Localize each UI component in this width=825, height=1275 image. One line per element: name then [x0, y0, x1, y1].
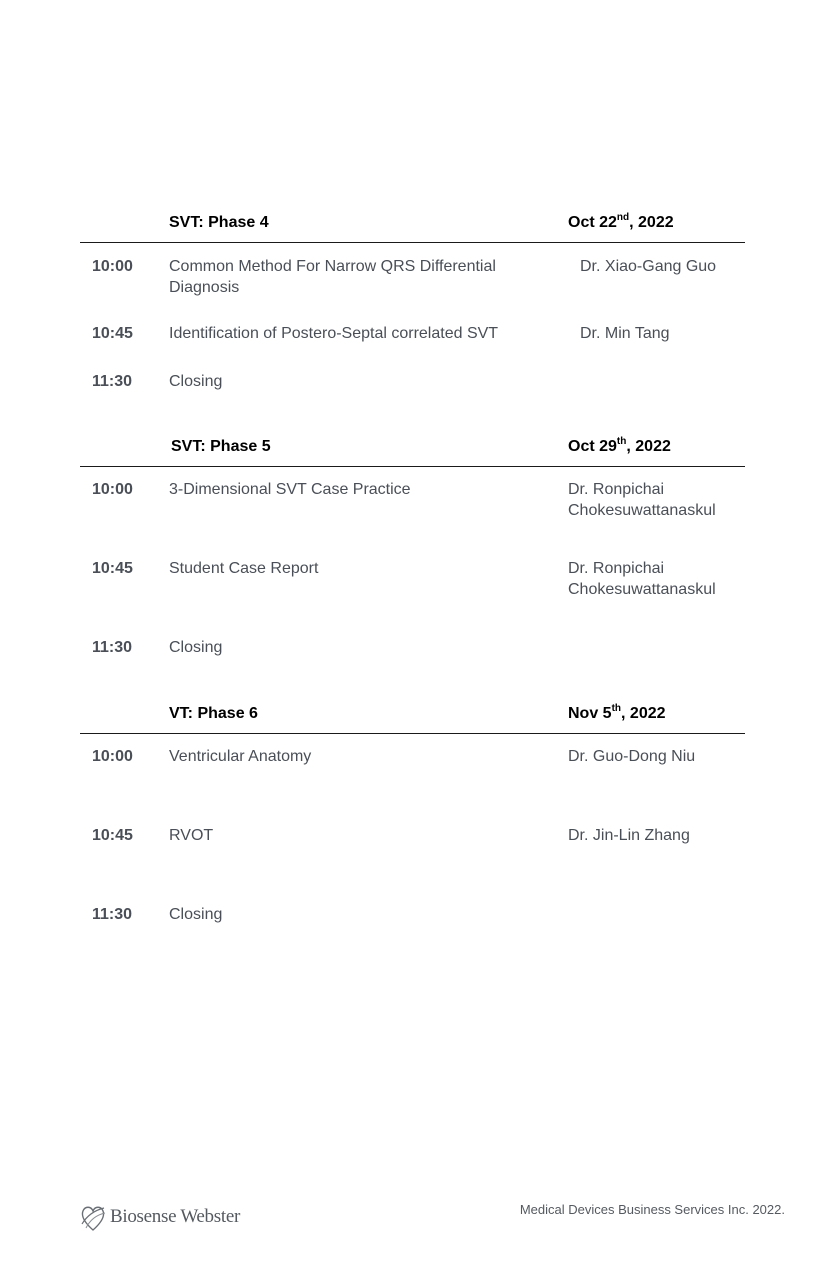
- session-topic: Closing: [169, 906, 223, 923]
- session-topic: Closing: [169, 373, 223, 390]
- session-time: 10:45: [92, 827, 133, 844]
- session-topic: Common Method For Narrow QRS Differential Diagnosis: [169, 258, 496, 296]
- session-speaker: Dr. Guo-Dong Niu: [568, 748, 696, 765]
- section-title: SVT: Phase 5: [171, 438, 271, 455]
- session-time: 11:30: [92, 639, 133, 656]
- brand-name: Biosense Webster: [110, 1206, 240, 1227]
- session-speaker: Dr. Min Tang: [580, 325, 670, 342]
- session-speaker: Dr. Ronpichai Chokesuwattanaskul: [568, 481, 716, 519]
- session-topic: 3-Dimensional SVT Case Practice: [169, 481, 411, 498]
- session-time: 10:00: [92, 258, 133, 275]
- session-time: 10:45: [92, 560, 133, 577]
- section-header: [80, 695, 745, 734]
- session-topic: Ventricular Anatomy: [169, 748, 312, 765]
- session-speaker: Dr. Ronpichai Chokesuwattanaskul: [568, 560, 716, 598]
- section-title: VT: Phase 6: [169, 705, 258, 722]
- biosense-webster-logo: [80, 1200, 240, 1234]
- schedule-section-phase-5: [80, 428, 745, 656]
- session-time: 11:30: [92, 906, 133, 923]
- session-time: 11:30: [92, 373, 133, 390]
- section-date: Oct 22nd, 2022: [568, 212, 674, 231]
- section-date: Nov 5th, 2022: [568, 703, 666, 722]
- session-topic: RVOT: [169, 827, 214, 844]
- session-time: 10:45: [92, 325, 133, 342]
- heart-swirl-icon: [80, 1202, 106, 1232]
- schedule-section-phase-6: [80, 695, 745, 923]
- session-speaker: Dr. Xiao-Gang Guo: [580, 258, 717, 275]
- schedule-section-phase-4: [80, 204, 745, 390]
- session-topic: Identification of Postero-Septal correlated SVT: [169, 325, 499, 342]
- section-header: [80, 204, 745, 243]
- session-topic: Closing: [169, 639, 223, 656]
- section-title: SVT: Phase 4: [169, 214, 269, 231]
- session-time: 10:00: [92, 748, 133, 765]
- section-header: [80, 428, 745, 467]
- section-date: Oct 29th, 2022: [568, 436, 671, 455]
- copyright-text: Medical Devices Business Services Inc. 2022.: [519, 1202, 785, 1217]
- session-speaker: Dr. Jin-Lin Zhang: [568, 827, 690, 844]
- session-time: 10:00: [92, 481, 133, 498]
- session-topic: Student Case Report: [169, 560, 319, 577]
